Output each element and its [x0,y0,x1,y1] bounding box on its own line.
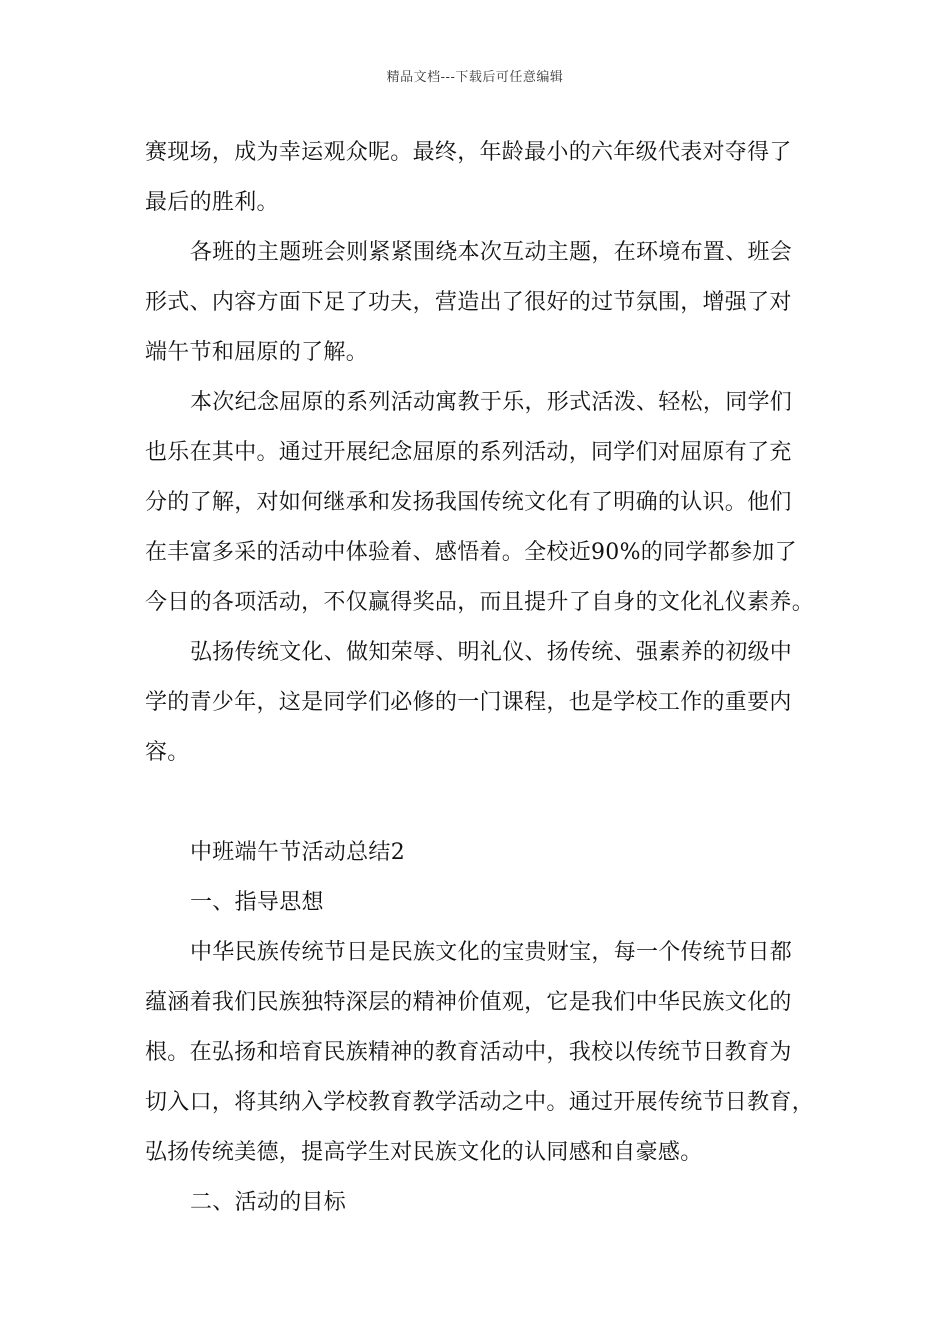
paragraph-line: 分的了解，对如何继承和发扬我国传统文化有了明确的认识。他们 [145,490,792,515]
paragraph-line: 端午节和屈原的了解。 [145,340,369,365]
paragraph-line: 根。在弘扬和培育民族精神的教育活动中，我校以传统节日教育为 [145,1040,792,1065]
paragraph-line: 各班的主题班会则紧紧围绕本次互动主题，在环境布置、班会 [190,240,793,265]
paragraph-line: 弘扬传统美德，提高学生对民族文化的认同感和自豪感。 [145,1140,703,1165]
page-header: 精品文档---下载后可任意编辑 [386,70,564,85]
paragraph-line: 蕴涵着我们民族独特深层的精神价值观，它是我们中华民族文化的 [145,990,792,1015]
paragraph-line: 最后的胜利。 [145,190,279,215]
paragraph-line: 容。 [145,740,190,765]
paragraph-line: 弘扬传统文化、做知荣辱、明礼仪、扬传统、强素养的初级中 [190,640,793,665]
paragraph-line: 学的青少年，这是同学们必修的一门课程，也是学校工作的重要内 [145,690,792,715]
paragraph-line: 今日的各项活动，不仅赢得奖品，而且提升了自身的文化礼仪素养。 [145,590,815,615]
paragraph-line: 中华民族传统节日是民族文化的宝贵财宝，每一个传统节日都 [190,940,793,965]
section-heading: 二、活动的目标 [190,1190,347,1215]
section-gap [145,778,810,828]
paragraph-line: 形式、内容方面下足了功夫，营造出了很好的过节氛围，增强了对 [145,290,792,315]
paragraph-line: 也乐在其中。通过开展纪念屈原的系列活动，同学们对屈原有了充 [145,440,792,465]
section-heading: 一、指导思想 [190,890,324,915]
paragraph-line: 在丰富多采的活动中体验着、感悟着。全校近90%的同学都参加了 [145,540,797,565]
paragraph-line: 赛现场，成为幸运观众呢。最终，年龄最小的六年级代表对夺得了 [145,140,792,165]
paragraph-line: 本次纪念屈原的系列活动寓教于乐，形式活泼、轻松，同学们 [190,390,793,415]
section-title: 中班端午节活动总结2 [190,840,405,865]
paragraph-line: 切入口，将其纳入学校教育教学活动之中。通过开展传统节日教育， [145,1090,815,1115]
document-body [145,128,815,1228]
